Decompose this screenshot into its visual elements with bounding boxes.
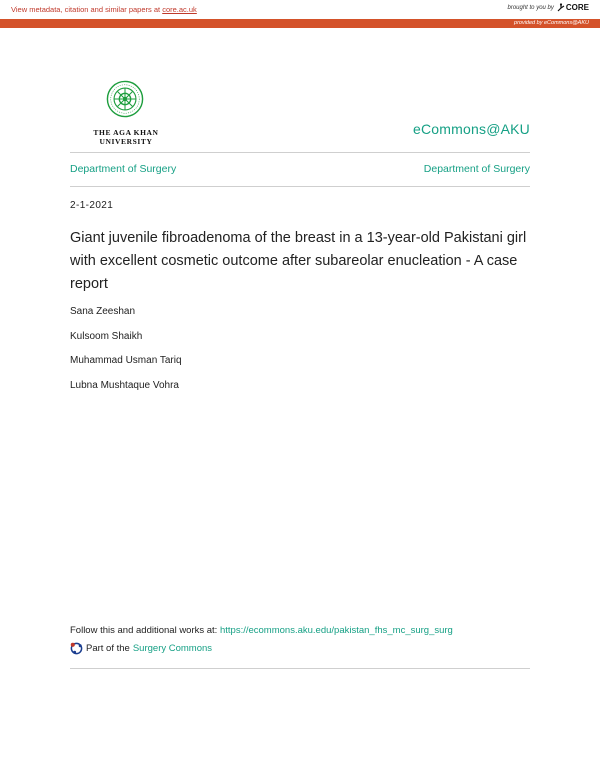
- repository-name[interactable]: eCommons@AKU: [413, 121, 530, 137]
- provided-by-strip: [0, 19, 600, 28]
- author-list: [70, 306, 530, 404]
- department-link-right[interactable]: Department of Surgery: [423, 163, 530, 175]
- part-of-text: Part of the: [86, 643, 130, 654]
- core-label: CORE: [565, 3, 589, 12]
- department-link-left[interactable]: Department of Surgery: [70, 163, 177, 175]
- core-metadata-link[interactable]: [11, 5, 197, 14]
- network-icon: [70, 642, 83, 655]
- aku-logo: [70, 80, 182, 146]
- core-banner: [0, 0, 600, 19]
- department-divider: [70, 186, 530, 187]
- follow-url-link[interactable]: https://ecommons.aku.edu/pakistan_fhs_mc_surg_surg: [219, 625, 453, 636]
- university-wordmark: THE AGA KHAN UNIVERSITY: [93, 128, 159, 146]
- brought-by-text: brought to you by: [507, 4, 554, 11]
- follow-text: Follow this and additional works at:: [70, 625, 220, 636]
- author-name[interactable]: Lubna Mushtaque Vohra: [70, 379, 179, 391]
- author-name[interactable]: Sana Zeeshan: [70, 306, 136, 317]
- core-logo: [557, 3, 589, 12]
- article-title: Giant juvenile fibroadenoma of the breast in a 13-year-old Pakistani girl with excellent cosmetic outcome after subareolar enucleation - A case report: [70, 230, 527, 292]
- aku-seal-icon: [106, 80, 144, 118]
- author-name[interactable]: Kulsoom Shaikh: [70, 330, 143, 342]
- part-of-line: [70, 642, 212, 655]
- provided-by-text[interactable]: provided by eCommons@AKU: [514, 20, 589, 26]
- core-logo-icon: [557, 3, 565, 12]
- follow-line: [70, 625, 453, 636]
- brought-by-core[interactable]: [508, 3, 590, 12]
- core-link-domain[interactable]: core.ac.uk: [162, 5, 197, 14]
- publication-date: 2-1-2021: [70, 200, 114, 211]
- collection-link[interactable]: Surgery Commons: [132, 643, 213, 654]
- author-name[interactable]: Muhammad Usman Tariq: [70, 355, 182, 366]
- core-link-text: View metadata, citation and similar papers at: [11, 5, 163, 14]
- footer-divider: [70, 668, 530, 669]
- header-divider: [70, 152, 530, 153]
